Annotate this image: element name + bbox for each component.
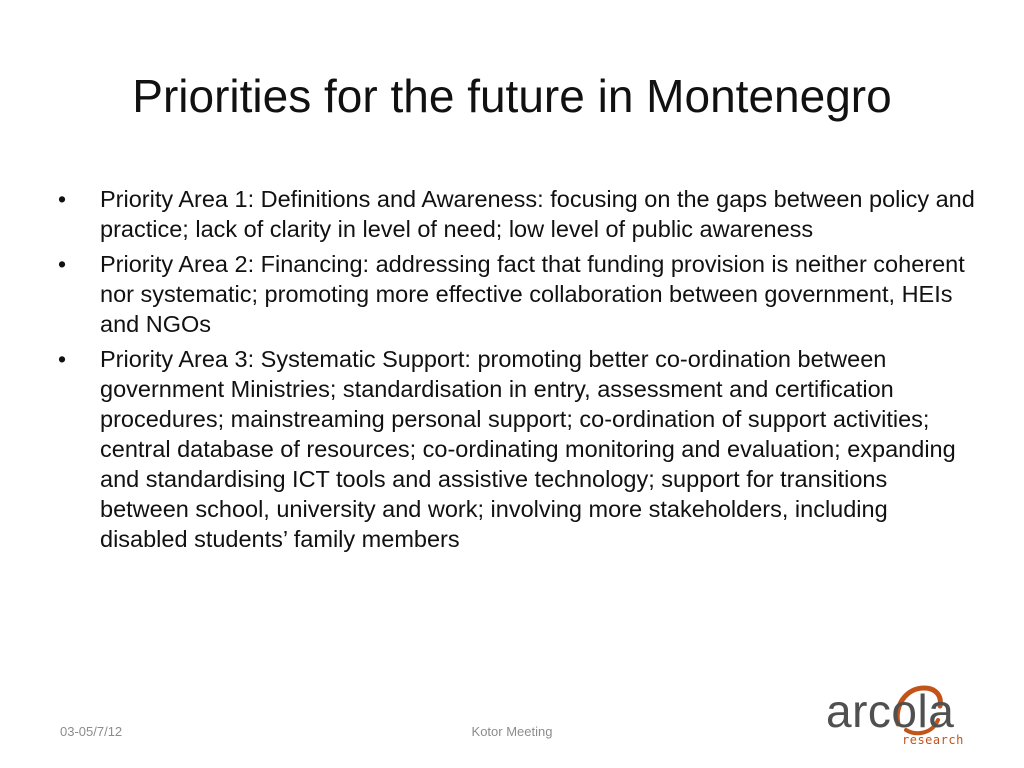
bullet-dot-icon: • [58,346,67,372]
logo-subtitle: research [902,733,964,747]
bullet-item-1 [58,184,976,244]
bullet-dot-icon: • [58,186,67,212]
logo-wordmark: arcola [826,685,955,737]
arcola-research-logo [826,684,976,750]
bullet-text-3: Priority Area 3: Systematic Support: promoting better co-ordination between government Ministries; standardisation in entry, assessment and certification procedures; mainstreaming personal support; co-ordination of support activities; central database of resources; co-ordinating monitoring and evaluation; expanding and standardising ICT tools and assistive technology; support for transitions between school, university and work; involving more stakeholders, including disabled students’ family members [100,346,956,552]
bullet-item-2 [58,249,976,339]
footer-title: Kotor Meeting [471,724,553,739]
bullet-dot-icon: • [58,251,67,277]
bullet-list [58,184,976,559]
footer-date: 03-05/7/12 [60,724,123,739]
slide-title: Priorities for the future in Montenegro [132,70,892,122]
bullet-item-3 [58,344,976,554]
bullet-text-2: Priority Area 2: Financing: addressing fact that funding provision is neither coherent nor systematic; promoting more effective collaboration between government, HEIs and NGOs [100,251,965,337]
bullet-text-1: Priority Area 1: Definitions and Awareness: focusing on the gaps between policy and practice; lack of clarity in level of need; low level of public awareness [100,186,975,242]
